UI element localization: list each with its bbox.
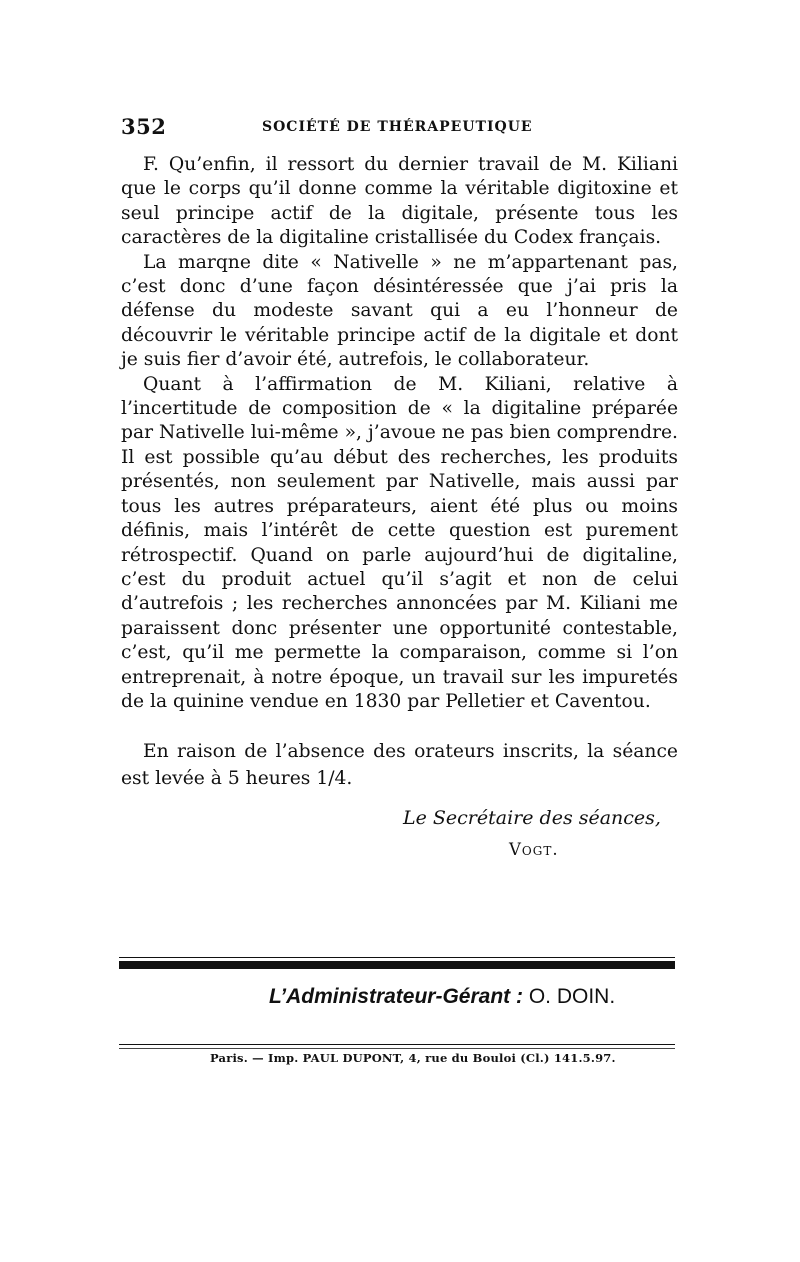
body-text xyxy=(121,153,678,714)
running-head: SOCIÉTÉ DE THÉRAPEUTIQUE xyxy=(262,119,533,135)
divider-thick xyxy=(119,961,675,969)
administrator-line xyxy=(269,985,615,1009)
paragraph: Quant à l’affirmation de M. Kiliani, relative à l’incertitude de composition de « la digitaline préparée par Nativelle lui-même », j’avoue ne pas bien comprendre. Il est possible qu’au début des recherches, les produits présentés, non seulement par Nativelle, mais aussi par tous les autres préparateurs, aient été plus ou moins définis, mais l’intérêt de cette question est purement rétrospectif. Quand on parle aujourd’hui de digitaline, c’est du produit actuel qu’il s’agit et non de celui d’autrefois ; les recherches annoncées par M. Kiliani me paraissent donc présenter une opportunité contestable, c’est, qu’il me permette la comparaison, comme si l’on entreprenait, à notre époque, un travail sur les impuretés de la quinine vendue en 1830 par Pelletier et Caventou. xyxy=(121,373,678,712)
printer-imprint: Paris. — Imp. PAUL DUPONT, 4, rue du Bouloi (Cl.) 141.5.97. xyxy=(210,1051,616,1065)
administrator-role: L’Administrateur-Gérant : xyxy=(269,985,523,1008)
paragraph: La marqne dite « Nativelle » ne m’appartenant pas, c’est donc d’une façon désintéressée que j’ai pris la défense du modeste savant qui a eu l’honneur de découvrir le véritable principe actif de la digitale et dont je suis fier d’avoir été, autrefois, le collaborateur. xyxy=(121,251,678,371)
paragraph: F. Qu’enfin, il ressort du dernier travail de M. Kiliani que le corps qu’il donne comme la véritable digitoxine et seul principe actif de la digitale, présente tous les caractères de la digitaline cristallisée du Codex français. xyxy=(121,154,678,249)
page-number: 352 xyxy=(121,114,167,139)
secretary-title: Le Secrétaire des séances, xyxy=(403,807,661,829)
divider-thin xyxy=(119,957,675,958)
divider-thin xyxy=(119,1044,675,1045)
administrator-name: O. DOIN. xyxy=(528,985,616,1008)
closing-paragraph: En raison de l’absence des orateurs inscrits, la séance est levée à 5 heures 1/4. xyxy=(121,741,678,789)
secretary-name: Vogt. xyxy=(509,840,559,859)
divider-thin xyxy=(119,1048,675,1049)
